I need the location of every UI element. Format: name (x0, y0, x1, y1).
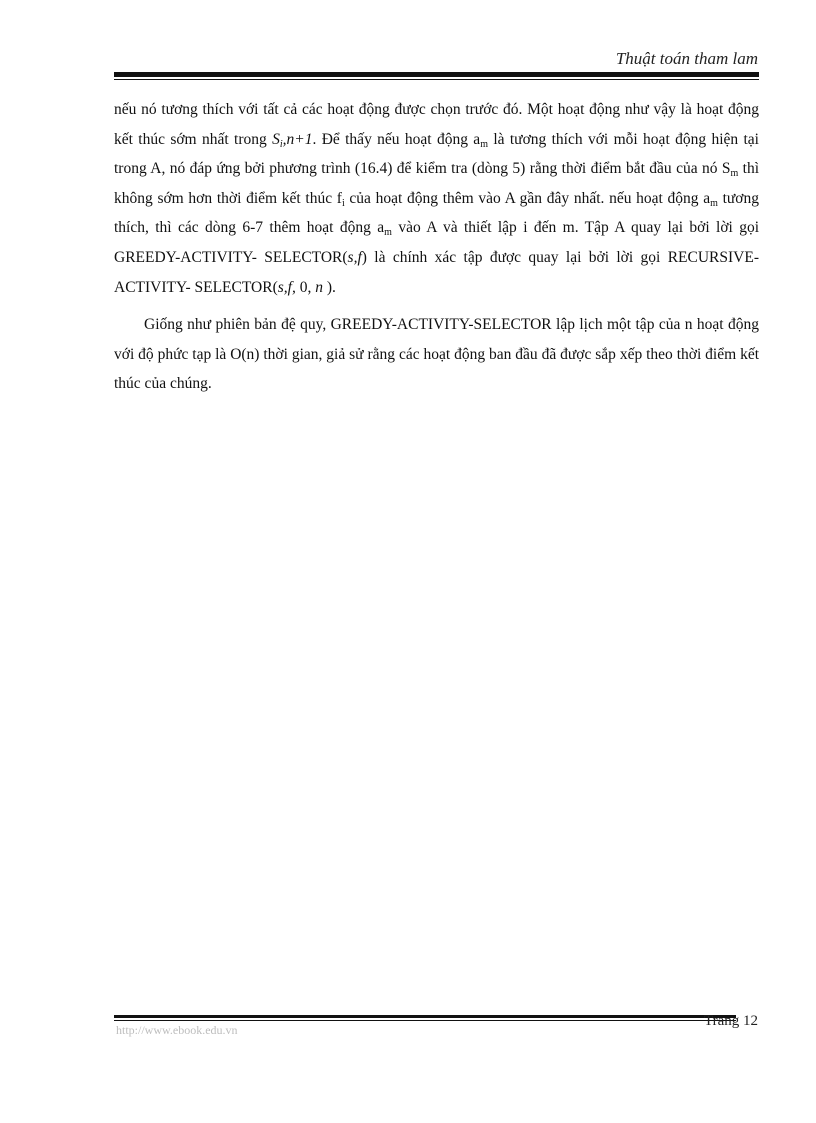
document-body (114, 95, 759, 399)
p1-line-8c: ). (322, 278, 336, 296)
footer-rule-thin (114, 1020, 736, 1021)
p1-line-5a: thêm vào A gần đây nhất. nếu hoạt động a (442, 189, 711, 207)
p1-line-2c: là tương thích với (487, 130, 609, 148)
page-header-title: Thuật toán tham lam (615, 49, 758, 68)
p1-line-2b: . Để thấy nếu hoạt động a (312, 130, 481, 148)
p1-line-5b: tương thích, thì các dòng 6-7 thêm hoạt động (114, 189, 760, 237)
p1-line-4c: của hoạt động (344, 189, 439, 207)
p1-line-7b: ) là chính xác tập được quay lại bởi lời gọi RECURSIVE-ACTIVITY- (114, 248, 760, 296)
p1-line-4b: thì không sớm hơn thời điểm kết thúc f (114, 160, 759, 207)
p1-line-7-math: s,f (347, 248, 362, 266)
p1-line-7a: SELECTOR( (264, 248, 348, 266)
p1-line-6b: vào A và thiết lập i đến m. Tập A quay lại bởi lời gọi GREEDY-ACTIVITY- (114, 219, 760, 266)
p1-line-8-math-n: n (315, 278, 323, 296)
p1-line-8b: 0, (295, 278, 316, 296)
header-rule (114, 72, 759, 77)
p1-line-8-math: s,f, (277, 278, 296, 296)
p1-line-2a: là hoạt động kết thúc sớm nhất trong (114, 101, 760, 148)
p1-line-3: mỗi hoạt động hiện tại trong A, nó đáp ứng bởi phương trình (16.4) để kiểm tra (dòng 5) (114, 130, 759, 178)
p1-line-1: nếu nó tương thích với tất cả các hoạt động được chọn trước đó. Một hoạt động như vậy (114, 101, 676, 118)
p1-line-6a: a (377, 219, 385, 237)
page-number: Trang 12 (703, 1013, 758, 1029)
footer-rule (114, 1015, 736, 1018)
p1-line-2-math: $S_i,n+1$ (272, 130, 313, 150)
p1-line-4a: rằng thời điểm bắt đầu của nó S (529, 160, 731, 178)
header-rule-thin (114, 79, 759, 80)
paragraph-1: nếu nó tương thích với tất cả các hoạt động được chọn trước đó. Một hoạt động như vậy là hoạt động kết thúc sớm nhất trong $S_i,n+1$. Để thấy nếu hoạt động $a_m$ là tương thích với mỗi hoạt động hiện tại trong A, nó đáp ứng bởi phương trình (16.4) để kiểm tra (dòng 5) rằng thời điểm bắt đầu của nó $S_m$ thì không sớm hơn thời điểm kết thúc $f_i$ của hoạt động thêm vào A gần đây nhất. nếu hoạt động $a_m$ tương thích, thì các dòng 6-7 thêm hoạt động $a_m$ vào A và thiết lập i đến m. Tập A quay lại bởi lời gọi GREEDY-ACTIVITY- SELECTOR(s,f) là chính xác tập được quay lại bởi lời gọi RECURSIVE-ACTIVITY- SELECTOR(s,f, 0, n ). (114, 101, 760, 296)
footer-url: http://www.ebook.edu.vn (116, 1023, 238, 1037)
p1-line-8a: SELECTOR( (194, 278, 278, 296)
paragraph-2: Giống như phiên bản đệ quy, GREEDY-ACTIVITY-SELECTOR lập lịch một tập của n hoạt động với độ phức tạp là O(n) thời gian, giả sử rằng các hoạt động ban đầu đã được sắp xếp theo thời điểm kết thúc của chúng. (114, 316, 759, 393)
